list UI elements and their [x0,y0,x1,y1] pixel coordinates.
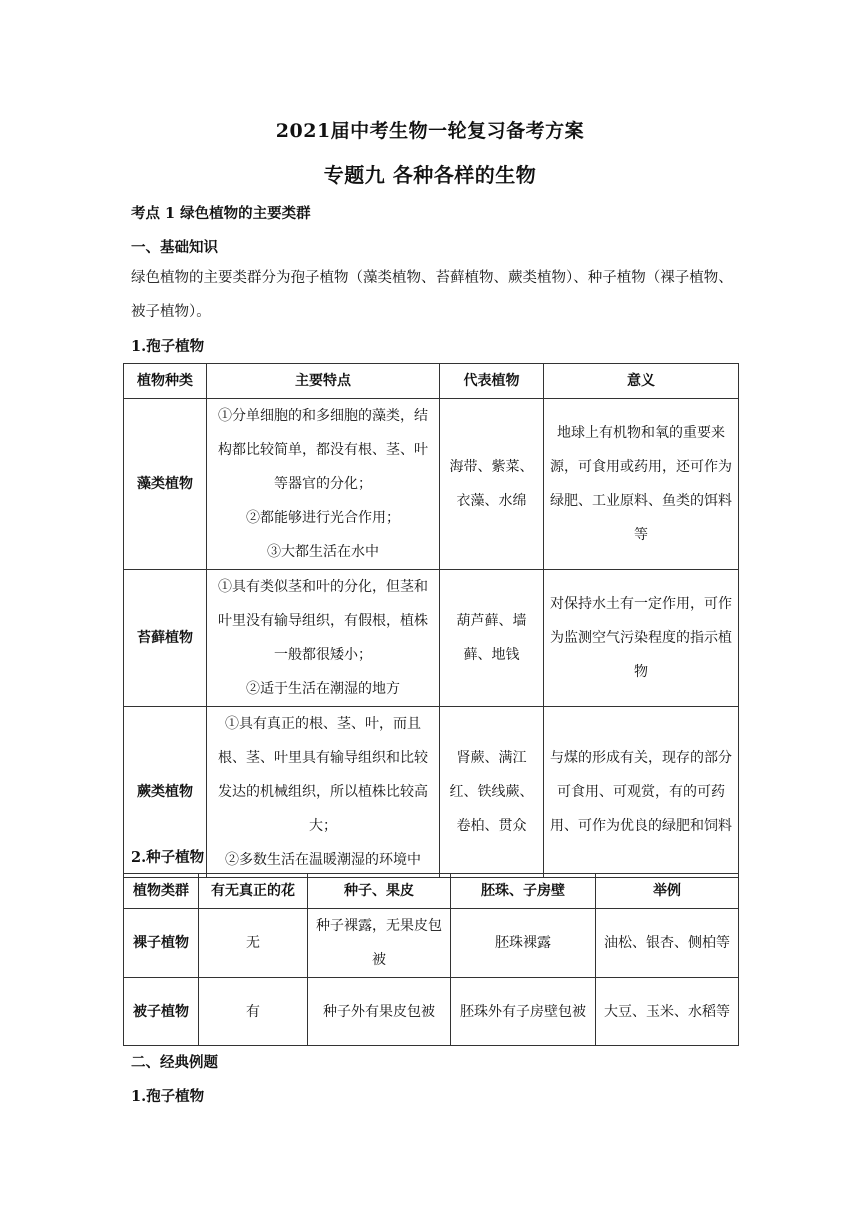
column-header: 有无真正的花 [199,874,308,909]
table-row [124,707,739,878]
feature-item: ②适于生活在潮湿的地方 [246,681,400,697]
feature-item: ②多数生活在温暖潮湿的环境中 [225,852,421,868]
column-header: 植物类群 [124,874,199,909]
table-row [124,570,739,707]
heading-spore-plants-2: 1.孢子植物 [131,1088,205,1105]
feature-item: ②都能够进行光合作用； [246,510,400,526]
flower-cell: 无 [199,909,308,978]
feature-item: ③大都生活在水中 [267,544,379,560]
feature-item: ①具有真正的根、茎、叶，而且根、茎、叶里具有输导组织和比较发达的机械组织，所以植株比较高大； [218,716,428,834]
features-cell [207,570,440,707]
examples-cell: 大豆、玉米、水稻等 [596,978,739,1046]
seed-cell: 种子外有果皮包被 [308,978,451,1046]
plant-type-cell: 苔藓植物 [124,570,207,707]
column-header: 举例 [596,874,739,909]
ovule-cell: 胚珠裸露 [451,909,596,978]
seed-cell: 种子裸露，无果皮包被 [308,909,451,978]
column-header: 意义 [544,364,739,399]
examples-cell: 油松、银杏、侧柏等 [596,909,739,978]
flower-cell: 有 [199,978,308,1046]
column-header: 胚珠、子房壁 [451,874,596,909]
table-row [124,909,739,978]
section-classic-examples: 二、经典例题 [131,1054,218,1071]
plant-type-cell: 藻类植物 [124,399,207,570]
meaning-cell: 与煤的形成有关，现存的部分可食用、可观赏，有的可药用、可作为优良的绿肥和饲料 [544,707,739,878]
plant-group-cell: 裸子植物 [124,909,199,978]
table-row [124,978,739,1046]
column-header: 代表植物 [440,364,544,399]
table-row [124,399,739,570]
examples-cell: 海带、紫菜、衣藻、水绵 [440,399,544,570]
column-header: 主要特点 [207,364,440,399]
seed-plants-table [123,873,739,1046]
meaning-cell: 地球上有机物和氧的重要来源，可食用或药用，还可作为绿肥、工业原料、鱼类的饵料等 [544,399,739,570]
features-cell [207,399,440,570]
plant-group-cell: 被子植物 [124,978,199,1046]
table-header-row [124,874,739,909]
ovule-cell: 胚珠外有子房壁包被 [451,978,596,1046]
examples-cell: 葫芦藓、墙藓、地钱 [440,570,544,707]
features-cell [207,707,440,878]
feature-item: ①具有类似茎和叶的分化，但茎和叶里没有输导组织，有假根，植株一般都很矮小； [218,579,428,663]
feature-item: ①分单细胞的和多细胞的藻类，结构都比较简单，都没有根、茎、叶等器官的分化； [218,408,428,492]
table-header-row [124,364,739,399]
exam-point-heading: 考点 1 绿色植物的主要类群 [131,205,311,222]
document-title: 2021届中考生物一轮复习备考方案 [275,120,585,142]
intro-paragraph: 绿色植物的主要类群分为孢子植物（藻类植物、苔藓植物、蕨类植物）、种子植物（裸子植物、被子植物）。 [131,270,733,320]
meaning-cell: 对保持水土有一定作用，可作为监测空气污染程度的指示植物 [544,570,739,707]
section-basic-knowledge: 一、基础知识 [131,239,218,256]
document-subtitle: 专题九 各种各样的生物 [323,163,537,187]
examples-cell: 肾蕨、满江红、铁线蕨、卷柏、贯众 [440,707,544,878]
column-header: 植物种类 [124,364,207,399]
column-header: 种子、果皮 [308,874,451,909]
spore-plants-table [123,363,739,878]
plant-type-cell: 蕨类植物 [124,707,207,878]
heading-seed-plants: 2.种子植物 [131,849,205,866]
heading-spore-plants: 1.孢子植物 [131,338,205,355]
